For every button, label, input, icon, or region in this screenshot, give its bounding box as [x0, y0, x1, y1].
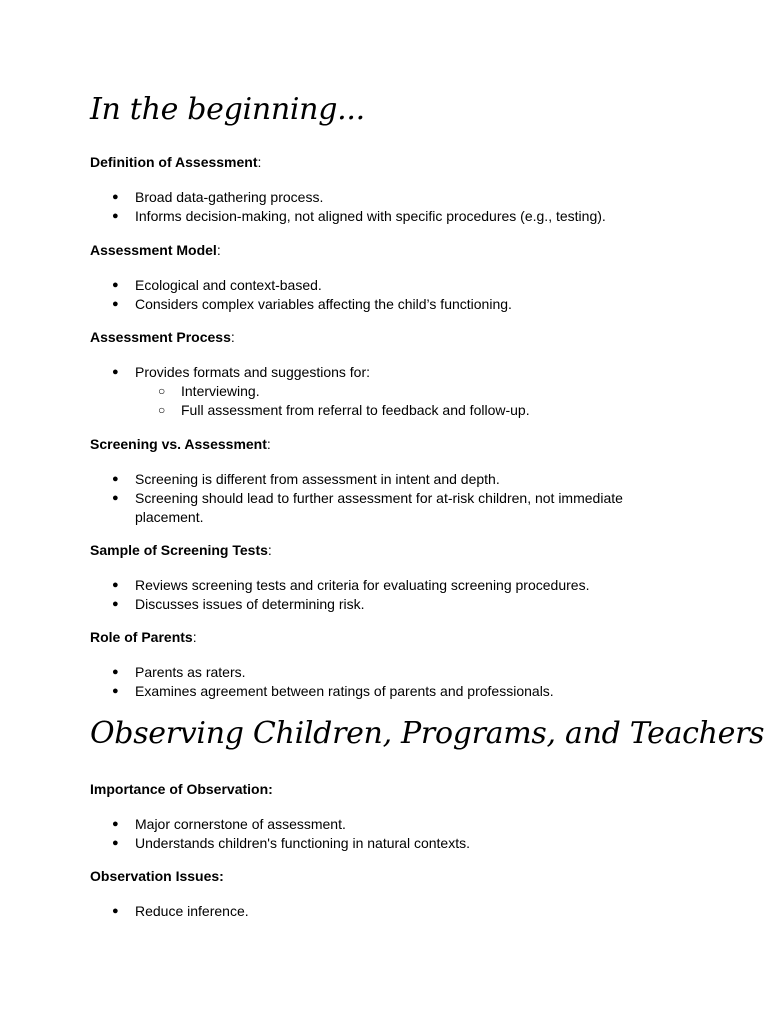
heading-in-the-beginning: In the beginning... [90, 92, 365, 127]
list-issues [90, 902, 730, 921]
list-importance [90, 815, 730, 853]
list-item: ● Considers complex variables affecting the child’s functioning. [112, 296, 512, 312]
bullet-icon: ● [112, 298, 119, 310]
sub-list-item: ○ Full assessment from referral to feedback and follow-up. [158, 402, 530, 418]
sub-bullet-icon: ○ [158, 384, 166, 398]
bullet-icon: ● [112, 473, 119, 485]
list-item: ● Broad data-gathering process. [112, 189, 324, 205]
list-item: ● Screening is different from assessment in intent and depth. [112, 471, 500, 487]
bullet-icon: ● [112, 905, 119, 917]
section-title-sample-tests: Sample of Screening Tests: [90, 542, 272, 558]
list-item: ● Major cornerstone of assessment. [112, 816, 346, 832]
list-item: ● Informs decision-making, not aligned with specific procedures (e.g., testing). [112, 208, 606, 224]
bullet-icon: ● [112, 818, 119, 830]
bullet-icon: ● [112, 279, 119, 291]
list-item: ● Screening should lead to further assessment for at-risk children, not immediate placement. [112, 490, 623, 525]
bullet-icon: ● [112, 191, 119, 203]
bullet-icon: ● [112, 492, 119, 504]
section-title-model: Assessment Model: [90, 242, 221, 258]
bullet-icon: ● [112, 598, 119, 610]
bullet-icon: ● [112, 579, 119, 591]
list-item: ● Parents as raters. [112, 664, 246, 680]
section-title-issues: Observation Issues: [90, 868, 224, 884]
bullet-icon: ● [112, 366, 119, 378]
bullet-icon: ● [112, 666, 119, 678]
bullet-icon: ● [112, 685, 119, 697]
section-title-screening: Screening vs. Assessment: [90, 436, 271, 452]
section-title-process: Assessment Process: [90, 329, 235, 345]
bullet-icon: ● [112, 210, 119, 222]
list-process [90, 363, 730, 420]
list-sample-tests [90, 576, 730, 614]
list-screening [90, 470, 730, 527]
bullet-icon: ● [112, 837, 119, 849]
section-title-importance: Importance of Observation: [90, 781, 273, 797]
section-title-definition: Definition of Assessment: [90, 154, 262, 170]
list-item: ● Reviews screening tests and criteria for evaluating screening procedures. [112, 577, 590, 593]
list-item: ● Reduce inference. [112, 903, 249, 919]
list-definition [90, 188, 730, 226]
list-item: ● Examines agreement between ratings of parents and professionals. [112, 683, 554, 699]
sub-bullet-icon: ○ [158, 403, 166, 417]
section-title-parents: Role of Parents: [90, 629, 197, 645]
heading-observing: Observing Children, Programs, and Teachers [90, 716, 765, 751]
list-item: ● Discusses issues of determining risk. [112, 596, 365, 612]
sub-list-item: ○ Interviewing. [158, 383, 260, 399]
list-parents [90, 663, 730, 701]
list-item: ● Ecological and context-based. [112, 277, 322, 293]
list-item: ● Provides formats and suggestions for: [112, 364, 371, 380]
list-item: ● Understands children's functioning in natural contexts. [112, 835, 470, 851]
list-model [90, 276, 730, 314]
